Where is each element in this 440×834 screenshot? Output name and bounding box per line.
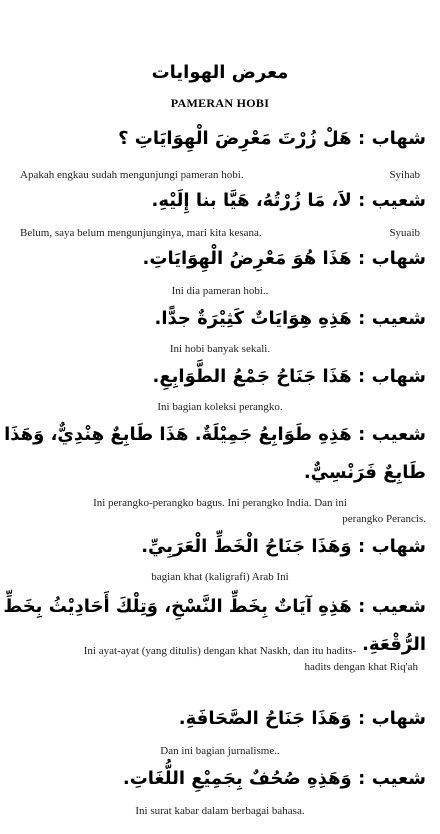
arabic-text: وَهَذَا جَنَاحُ الْخَطِّ الْعَرَبِيِّ. — [141, 536, 352, 557]
dialogue-line-6-continued — [14, 458, 426, 488]
dialogue-line-5: شهاب:هَذَا جَنَاحُ جَمْعُ الطَّوَابِعِ. — [14, 362, 426, 392]
translation-line-6: Ini perangko-perangko bagus. Ini perangko India. Dan ini — [93, 497, 347, 509]
dialogue-line-8: شعيب:هَذِهِ آيَاتٌ بِخَطِّ النَّسْخِ، وَتِلْكَ أَحَادِيْثُ بِخَطِّ — [14, 592, 426, 622]
arabic-text: هَذِهِ آيَاتٌ بِخَطِّ النَّسْخِ، وَتِلْكَ أَحَادِيْثُ بِخَطِّ — [3, 596, 352, 617]
dialogue-line-10: شعيب:وَهَذِهِ صُحُفٌ بِجَمِيْعِ اللُّغَاتِ. — [14, 764, 426, 794]
translation-text: Belum, saya belum mengunjunginya, mari kita kesana. — [20, 227, 262, 239]
translation-line-5: Ini bagian koleksi perangko. — [157, 401, 283, 413]
arabic-text-continued: طَابِعٌ فَرَنْسِيٌّ. — [303, 462, 426, 483]
speaker-name: شعيب — [371, 768, 426, 789]
speaker-name: شهاب — [371, 536, 426, 557]
translation-line-9: Dan ini bagian jurnalisme.. — [160, 745, 280, 757]
speaker-latin-name: Syuaib — [389, 227, 420, 239]
translation-line-8: Ini ayat-ayat (yang ditulis) dengan khat Naskh, dan itu hadits- — [83, 645, 357, 657]
arabic-text: وَهَذَا جَنَاحُ الصَّحَافَةِ. — [178, 708, 352, 729]
dialogue-line-6: شعيب:هَذِهِ طَوَابِعُ جَمِيْلَةٌ. هَذَا طَابِعٌ هِنْدِيٌّ، وَهَذَا — [14, 420, 426, 450]
speaker-name: شهاب — [371, 708, 426, 729]
arabic-text: وَهَذِهِ صُحُفٌ بِجَمِيْعِ اللُّغَاتِ. — [122, 768, 352, 789]
translation-line-4: Ini hobi banyak sekali. — [169, 343, 271, 355]
dialogue-line-1: شهاب:هَلْ زُرْتَ مَعْرِضَ الْهِوَايَاتِ ؟ — [14, 124, 426, 154]
translation-line-8-continued: hadits dengan khat Riq'ah — [304, 661, 418, 673]
arabic-text: لاَ، مَا زُرْتُهُ، هَيَّا بنا إِلَيْهِ. — [151, 190, 352, 211]
translation-line-10: Ini surat kabar dalam berbagai bahasa. — [135, 805, 305, 817]
dialogue-line-4: شعيب:هَذِهِ هِوَايَاتٌ كَثِيْرَةٌ جدًّا. — [14, 304, 426, 334]
translation-line-3: Ini dia pameran hobi.. — [171, 285, 269, 297]
speaker-name: شعيب — [371, 424, 426, 445]
arabic-text: هَذِهِ هِوَايَاتٌ كَثِيْرَةٌ جدًّا. — [154, 308, 352, 329]
translation-text: Apakah engkau sudah mengunjungi pameran hobi. — [20, 169, 244, 181]
arabic-text: هَذَا هُوَ مَعْرِضُ الْهِوَايَاتِ. — [142, 248, 352, 269]
arabic-text: هَذِهِ طَوَابِعُ جَمِيْلَةٌ. هَذَا طَابِعٌ هِنْدِيٌّ، وَهَذَا — [4, 424, 352, 445]
page-title-arabic: معرض الهوايات — [151, 62, 289, 83]
speaker-name: شهاب — [371, 366, 426, 387]
dialogue-line-7: شهاب:وَهَذَا جَنَاحُ الْخَطِّ الْعَرَبِيِّ. — [14, 532, 426, 562]
translation-line-6-continued: perangko Perancis. — [342, 513, 426, 525]
speaker-name: شهاب — [371, 248, 426, 269]
translation-line-1 — [20, 168, 420, 183]
page-title-indonesian: PAMERAN HOBI — [170, 96, 270, 110]
speaker-name: شعيب — [371, 596, 426, 617]
speaker-latin-name: Syihab — [389, 169, 420, 181]
dialogue-line-2: شعيب:لاَ، مَا زُرْتُهُ، هَيَّا بنا إِلَيْهِ. — [14, 186, 426, 216]
translation-line-7: bagian khat (kaligrafi) Arab Ini — [151, 571, 289, 583]
arabic-text-continued: الرُّقْعَةِ. — [362, 634, 426, 655]
dialogue-line-3: شهاب:هَذَا هُوَ مَعْرِضُ الْهِوَايَاتِ. — [14, 244, 426, 274]
dialogue-line-9: شهاب:وَهَذَا جَنَاحُ الصَّحَافَةِ. — [14, 704, 426, 734]
arabic-text: هَلْ زُرْتَ مَعْرِضَ الْهِوَايَاتِ ؟ — [118, 128, 352, 149]
translation-line-2 — [20, 226, 420, 241]
arabic-text: هَذَا جَنَاحُ جَمْعُ الطَّوَابِعِ. — [152, 366, 352, 387]
speaker-name: شعيب — [371, 190, 426, 211]
speaker-name: شهاب — [371, 128, 426, 149]
speaker-name: شعيب — [371, 308, 426, 329]
